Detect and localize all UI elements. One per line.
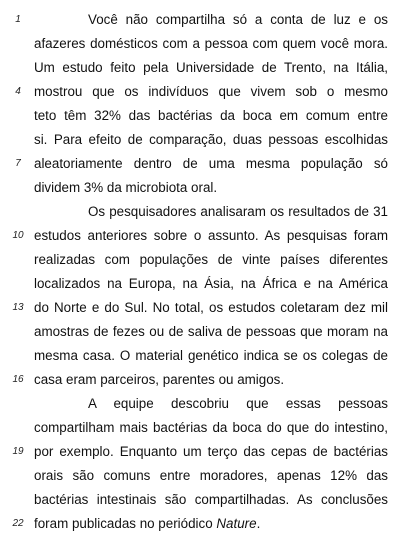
text-line: mesma casa. O material genético indica se os colegas de (34, 348, 388, 363)
text-line: por exemplo. Enquanto um terço das cepas de bactérias (34, 444, 388, 459)
text-line: realizadas com populações de vinte países diferentes (34, 252, 388, 267)
last-line-text: foram publicadas no periódico (34, 516, 213, 531)
line-number-19: 19 (12, 446, 24, 457)
text-line: A equipe descobriu que essas pessoas (88, 396, 388, 411)
text-line: Você não compartilha só a conta de luz e os (88, 12, 388, 27)
text-line: do Norte e do Sul. No total, os estudos coletaram dez mil (34, 300, 388, 315)
line-number-22: 22 (12, 518, 24, 529)
line-number-13: 13 (12, 302, 24, 313)
line-number-4: 4 (15, 86, 21, 97)
text-line: dividem 3% da microbiota oral. (34, 180, 218, 195)
journal-name: Nature (216, 516, 257, 531)
text-line: afazeres domésticos com a pessoa com quem você mora. (34, 36, 388, 51)
text-line: mostrou que os indivíduos que vivem sob o mesmo (34, 84, 388, 99)
text-line: amostras de fezes ou de saliva de pessoas que moram na (34, 324, 388, 339)
final-punctuation: . (256, 516, 261, 531)
text-line: si. Para efeito de comparação, duas pessoas escolhidas (34, 132, 388, 147)
text-line: bactérias intestinais são compartilhadas. As conclusões (34, 492, 388, 507)
line-number-16: 16 (12, 374, 24, 385)
text-line-last (34, 512, 388, 536)
text-line: estudos anteriores sobre o assunto. As pesquisas foram (34, 228, 388, 243)
line-number-7: 7 (15, 158, 21, 169)
line-number-1: 1 (15, 14, 21, 25)
text-line: casa eram parceiros, parentes ou amigos. (34, 372, 285, 387)
text-line: teto têm 32% das bactérias da boca em comum entre (34, 108, 388, 123)
line-number-10: 10 (12, 230, 24, 241)
text-line: aleatoriamente dentro de uma mesma população só (34, 156, 388, 171)
text-line: orais são comuns entre moradores, apenas 12% das (34, 468, 388, 483)
text-line: localizados na Europa, na Ásia, na África e na América (34, 276, 388, 291)
text-line: Um estudo feito pela Universidade de Trento, na Itália, (34, 60, 388, 75)
text-line: compartilham mais bactérias da boca do que do intestino, (34, 420, 388, 435)
text-line: Os pesquisadores analisaram os resultados de 31 (88, 204, 388, 219)
